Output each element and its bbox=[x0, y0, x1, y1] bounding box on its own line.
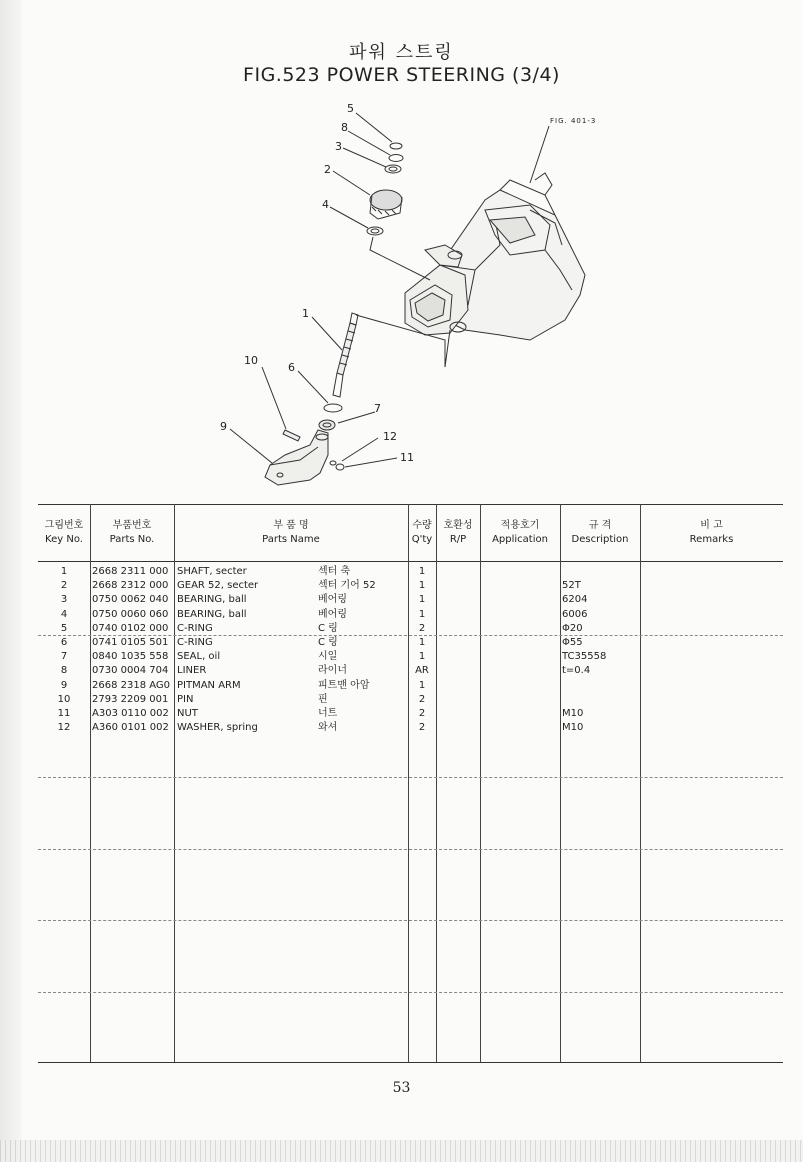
cell-remarks bbox=[642, 565, 783, 579]
cell-description: t=0.4 bbox=[562, 665, 591, 677]
header-key-en: Key No. bbox=[45, 534, 83, 545]
cell-description: 52T bbox=[562, 580, 581, 592]
table-row bbox=[38, 608, 783, 622]
cell-qty: 1 bbox=[418, 566, 426, 577]
header-rp-ko: 호환성 bbox=[443, 520, 473, 531]
cell-application bbox=[480, 693, 560, 707]
cell-application bbox=[480, 608, 560, 622]
row-group-separator bbox=[38, 777, 783, 778]
header-remarks bbox=[640, 505, 783, 561]
header-application-ko: 적용호기 bbox=[500, 520, 540, 531]
header-qty bbox=[408, 505, 436, 561]
header-key-ko: 그림번호 bbox=[44, 520, 84, 531]
row-group-separator bbox=[38, 849, 783, 850]
header-rp-en: R/P bbox=[449, 534, 467, 545]
cell-name-en: GEAR 52, secter bbox=[177, 580, 259, 592]
header-rp bbox=[436, 505, 480, 561]
cell-parts-no: 0840 1035 558 bbox=[92, 651, 169, 663]
table-row bbox=[38, 593, 783, 607]
callout-3: 3 bbox=[335, 140, 342, 153]
cell-name-en: BEARING, ball bbox=[177, 608, 247, 620]
cell-description bbox=[562, 565, 640, 579]
cell-name-ko: 시일 bbox=[318, 651, 338, 663]
cell-parts-no: 0740 0102 000 bbox=[92, 622, 169, 634]
table-row bbox=[38, 565, 783, 579]
cell-key: 10 bbox=[57, 693, 71, 705]
cell-rp bbox=[436, 608, 480, 622]
cell-name-en: C-RING bbox=[177, 622, 213, 634]
cell-description: 6006 bbox=[562, 608, 588, 620]
cell-rp bbox=[436, 707, 480, 721]
cell-key: 5 bbox=[60, 622, 68, 634]
cell-parts-no: 2668 2311 000 bbox=[92, 566, 169, 577]
header-parts-no-ko: 부품번호 bbox=[112, 520, 152, 531]
cell-qty: 2 bbox=[418, 708, 426, 719]
callout-5: 5 bbox=[347, 102, 354, 115]
table-row bbox=[38, 664, 783, 678]
cell-parts-no: 0750 0062 040 bbox=[92, 594, 169, 606]
callout-12: 12 bbox=[383, 430, 397, 443]
header-description-en: Description bbox=[571, 534, 629, 545]
header-parts-no-en: Parts No. bbox=[109, 534, 155, 545]
cell-description bbox=[562, 679, 640, 693]
table-row bbox=[38, 650, 783, 664]
cell-remarks bbox=[642, 593, 783, 607]
callout-7: 7 bbox=[374, 402, 381, 415]
cell-name-ko: 피트맨 아암 bbox=[318, 679, 370, 691]
cell-rp bbox=[436, 622, 480, 636]
callout-6: 6 bbox=[288, 361, 295, 374]
cell-parts-no: 2793 2209 001 bbox=[92, 693, 169, 705]
table-bottom-rule bbox=[38, 1062, 783, 1063]
cell-remarks bbox=[642, 679, 783, 693]
cell-qty: 1 bbox=[418, 679, 426, 691]
cell-key: 8 bbox=[60, 665, 68, 677]
header-remarks-ko: 비 고 bbox=[700, 520, 723, 531]
table-row bbox=[38, 636, 783, 650]
cell-remarks bbox=[642, 707, 783, 721]
cell-name-ko: 베어링 bbox=[318, 594, 347, 606]
cell-parts-no: 2668 2318 AG0 bbox=[92, 679, 171, 691]
callout-10: 10 bbox=[244, 354, 258, 367]
cell-rp bbox=[436, 721, 480, 735]
title-korean: 파워 스트링 bbox=[349, 42, 454, 63]
cell-description: M10 bbox=[562, 722, 584, 734]
cell-remarks bbox=[642, 636, 783, 650]
cell-name-ko: C 링 bbox=[318, 637, 338, 648]
table-header bbox=[38, 504, 783, 562]
cell-description: TC35558 bbox=[562, 651, 607, 663]
cell-qty: 1 bbox=[418, 637, 426, 648]
cell-rp bbox=[436, 579, 480, 593]
cell-parts-no: 2668 2312 000 bbox=[92, 580, 169, 592]
header-parts-name-en: Parts Name bbox=[262, 534, 320, 545]
cell-name-ko: 라이너 bbox=[318, 665, 347, 677]
cell-qty: 1 bbox=[418, 594, 426, 606]
cell-name-en: SHAFT, secter bbox=[177, 566, 247, 577]
header-parts-no bbox=[90, 505, 174, 561]
cell-key: 4 bbox=[60, 608, 68, 620]
cell-remarks bbox=[642, 608, 783, 622]
reference-figure-label: FIG. 401-3 bbox=[550, 117, 597, 125]
page-binding-shadow bbox=[0, 0, 22, 1162]
callout-8: 8 bbox=[341, 121, 348, 134]
header-key bbox=[38, 505, 90, 561]
cell-rp bbox=[436, 664, 480, 678]
table-row bbox=[38, 579, 783, 593]
cell-key: 7 bbox=[60, 651, 68, 663]
cell-name-en: SEAL, oil bbox=[177, 651, 221, 663]
row-group-separator bbox=[38, 920, 783, 921]
header-parts-name-ko: 부 품 명 bbox=[273, 520, 309, 531]
cell-qty: 1 bbox=[418, 580, 426, 592]
scan-edge bbox=[0, 1140, 803, 1162]
cell-key: 9 bbox=[60, 679, 68, 691]
callout-11: 11 bbox=[400, 451, 414, 464]
cell-name-en: PIN bbox=[177, 693, 194, 705]
cell-application bbox=[480, 721, 560, 735]
cell-name-ko: 섹터 기어 52 bbox=[318, 580, 376, 592]
exploded-parts-diagram bbox=[200, 95, 620, 500]
cell-qty: 2 bbox=[418, 722, 426, 734]
cell-rp bbox=[436, 636, 480, 650]
cell-name-en: BEARING, ball bbox=[177, 594, 247, 606]
cell-application bbox=[480, 664, 560, 678]
parts-table bbox=[38, 504, 783, 1064]
cell-rp bbox=[436, 693, 480, 707]
cell-description bbox=[562, 693, 640, 707]
callout-4: 4 bbox=[322, 198, 329, 211]
cell-qty: 2 bbox=[418, 693, 426, 705]
cell-qty: AR bbox=[415, 665, 429, 677]
header-qty-ko: 수량 bbox=[412, 520, 432, 531]
table-row bbox=[38, 622, 783, 636]
cell-rp bbox=[436, 679, 480, 693]
cell-parts-no: 0750 0060 060 bbox=[92, 608, 169, 620]
cell-remarks bbox=[642, 650, 783, 664]
table-row bbox=[38, 693, 783, 707]
cell-rp bbox=[436, 593, 480, 607]
cell-key: 6 bbox=[60, 637, 68, 648]
cell-key: 11 bbox=[57, 708, 71, 719]
cell-name-en: LINER bbox=[177, 665, 207, 677]
cell-name-ko: 섹터 축 bbox=[318, 566, 351, 577]
cell-application bbox=[480, 679, 560, 693]
header-remarks-en: Remarks bbox=[689, 534, 734, 545]
row-group-separator bbox=[38, 992, 783, 993]
header-application-en: Application bbox=[492, 534, 548, 545]
cell-application bbox=[480, 636, 560, 650]
cell-name-ko: C 링 bbox=[318, 622, 338, 634]
table-row bbox=[38, 707, 783, 721]
diagram-drawing bbox=[200, 95, 620, 500]
callout-2: 2 bbox=[324, 163, 331, 176]
cell-application bbox=[480, 622, 560, 636]
cell-name-en: WASHER, spring bbox=[177, 722, 258, 734]
cell-name-en: C-RING bbox=[177, 637, 213, 648]
cell-parts-no: A303 0110 002 bbox=[92, 708, 169, 719]
cell-remarks bbox=[642, 664, 783, 678]
cell-parts-no: 0730 0004 704 bbox=[92, 665, 169, 677]
cell-key: 2 bbox=[60, 580, 68, 592]
cell-application bbox=[480, 579, 560, 593]
header-qty-en: Q'ty bbox=[411, 534, 433, 545]
cell-name-ko: 너트 bbox=[318, 708, 338, 719]
cell-application bbox=[480, 565, 560, 579]
cell-application bbox=[480, 650, 560, 664]
cell-qty: 1 bbox=[418, 651, 426, 663]
cell-qty: 2 bbox=[418, 622, 426, 634]
cell-rp bbox=[436, 650, 480, 664]
cell-key: 12 bbox=[57, 722, 71, 734]
cell-name-ko: 베어링 bbox=[318, 608, 347, 620]
cell-description: Φ20 bbox=[562, 622, 583, 634]
cell-description: Φ55 bbox=[562, 637, 583, 648]
figure-title: FIG.523 POWER STEERING (3/4) bbox=[243, 64, 560, 86]
cell-application bbox=[480, 707, 560, 721]
table-row bbox=[38, 721, 783, 735]
header-description bbox=[560, 505, 640, 561]
page-number: 53 bbox=[392, 1080, 411, 1096]
header-description-ko: 규 격 bbox=[588, 520, 612, 531]
table-row bbox=[38, 679, 783, 693]
cell-description: M10 bbox=[562, 708, 584, 719]
callout-1: 1 bbox=[302, 307, 309, 320]
cell-name-en: PITMAN ARM bbox=[177, 679, 241, 691]
header-parts-name bbox=[174, 505, 408, 561]
cell-name-en: NUT bbox=[177, 708, 198, 719]
cell-description: 6204 bbox=[562, 594, 588, 606]
header-application bbox=[480, 505, 560, 561]
cell-name-ko: 핀 bbox=[318, 693, 328, 705]
cell-parts-no: 0741 0105 501 bbox=[92, 637, 169, 648]
cell-remarks bbox=[642, 579, 783, 593]
cell-qty: 1 bbox=[418, 608, 426, 620]
cell-parts-no: A360 0101 002 bbox=[92, 722, 169, 734]
cell-rp bbox=[436, 565, 480, 579]
cell-application bbox=[480, 593, 560, 607]
cell-key: 1 bbox=[60, 566, 68, 577]
cell-key: 3 bbox=[60, 594, 68, 606]
callout-9: 9 bbox=[220, 420, 227, 433]
cell-name-ko: 와셔 bbox=[318, 722, 338, 734]
cell-remarks bbox=[642, 721, 783, 735]
cell-remarks bbox=[642, 693, 783, 707]
cell-remarks bbox=[642, 622, 783, 636]
